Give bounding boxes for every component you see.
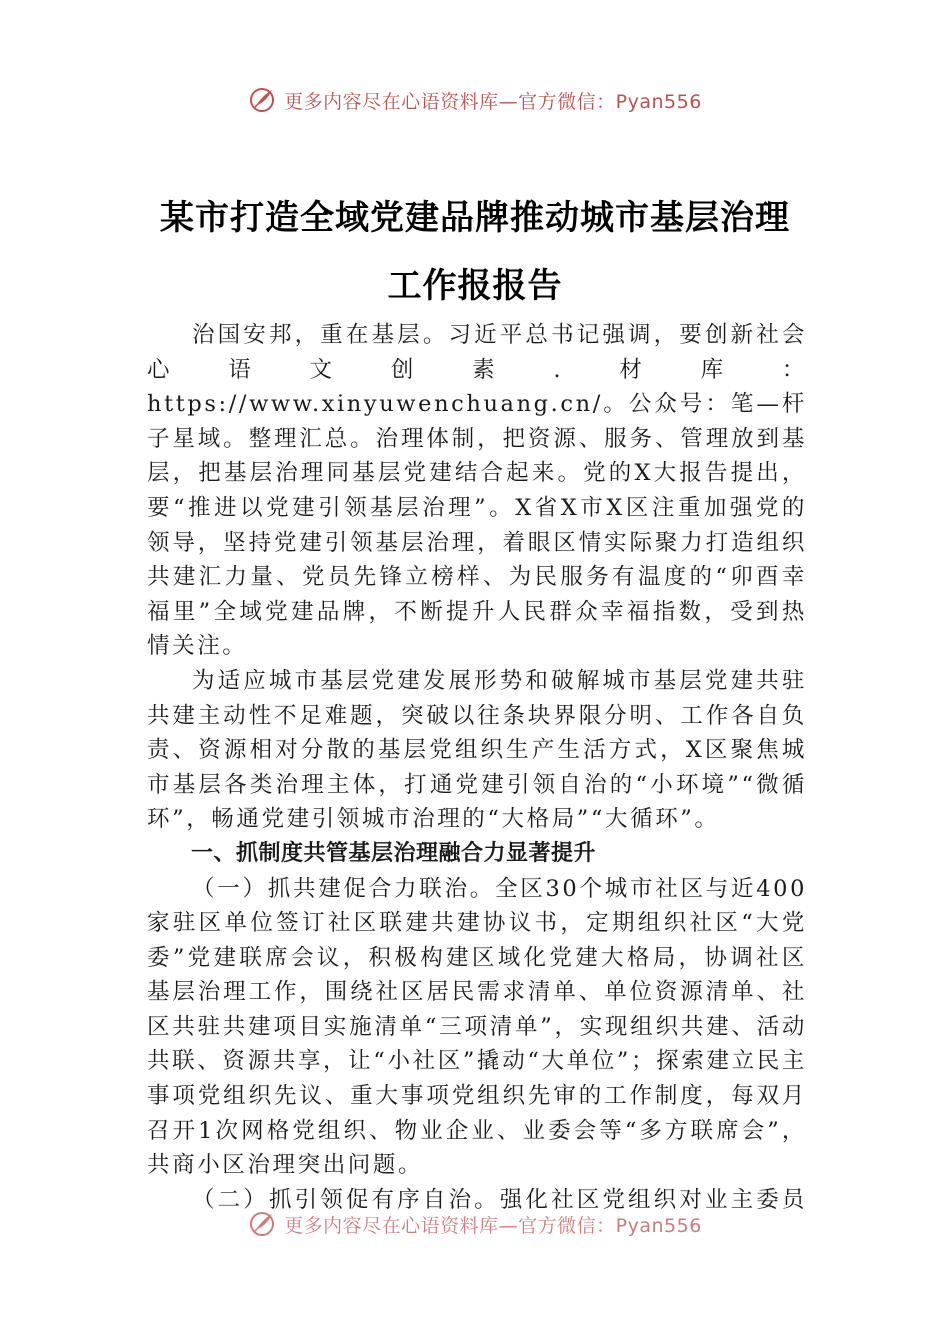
watermark-footer [0, 1210, 950, 1238]
document-body [147, 318, 807, 1212]
quill-logo-icon [248, 1210, 276, 1238]
subsection-lead-1: （一）抓共建促合力联治。 [192, 875, 496, 902]
subsection-lead-2: （二）抓引领促有序自治。 [192, 1186, 500, 1212]
subsection-text-1: 全区30个城市社区与近400家驻区单位签订社区联建共建协议书，定期组织社区“大党委”党建联席会议，积极构建区域化党建大格局，协调社区基层治理工作，围绕社区居民需求清单、单位资源清单、社区共驻共建项目实施清单“三项清单”，实现组织共建、活动共联、资源共享，让“小社区”撬动“大单位”；探索建立民主事项党组织先议、重大事项党组织先审的工作制度，每双月召开1次网格党组织、物业企业、业委会等“多方联席会”，共商小区治理突出问题。 [147, 875, 807, 1179]
paragraph-section-1-1 [147, 872, 807, 1183]
paragraph-context: 为适应城市基层党建发展形势和破解城市基层党建共驻共建主动性不足难题，突破以往条块界限分明、工作各自负责、资源相对分散的基层党组织生产生活方式，X区聚焦城市基层各类治理主体，打通党建引领自治的“小环境”“微循环”，畅通党建引领城市治理的“大格局”“大循环”。 [147, 667, 807, 833]
document-title-line-1: 某市打造全域党建品牌推动城市基层治理 [160, 198, 790, 238]
paragraph-intro: 治国安邦，重在基层。习近平总书记强调，要创新社会心语文创素.材库：https://www.xinyuwenchuang.cn/。公众号：笔—杆子星域。整理汇总。治理体制，把资源、服务、管理放到基层，把基层治理同基层党建结合起来。党的X大报告提出，要“推进以党建引领基层治理”。X省X市X区注重加强党的领导，坚持党建引领基层治理，着眼区情实际聚力打造组织共建汇力量、党员先锋立榜样、为民服务有温度的“卯酉幸福里”全域党建品牌，不断提升人民群众幸福指数，受到热情关注。 [147, 322, 807, 660]
subsection-text-2: 强化社区党组织对业主委员 [499, 1186, 808, 1212]
watermark-text: 更多内容尽在心语资料库—官方微信：Pyan556 [284, 90, 702, 113]
watermark-text-footer: 更多内容尽在心语资料库—官方微信：Pyan556 [284, 1214, 702, 1237]
paragraph-section-1-2 [147, 1183, 807, 1212]
document-title-line-2: 工作报报告 [387, 266, 563, 306]
section-heading-1: 一、抓制度共管基层治理融合力显著提升 [191, 840, 597, 866]
